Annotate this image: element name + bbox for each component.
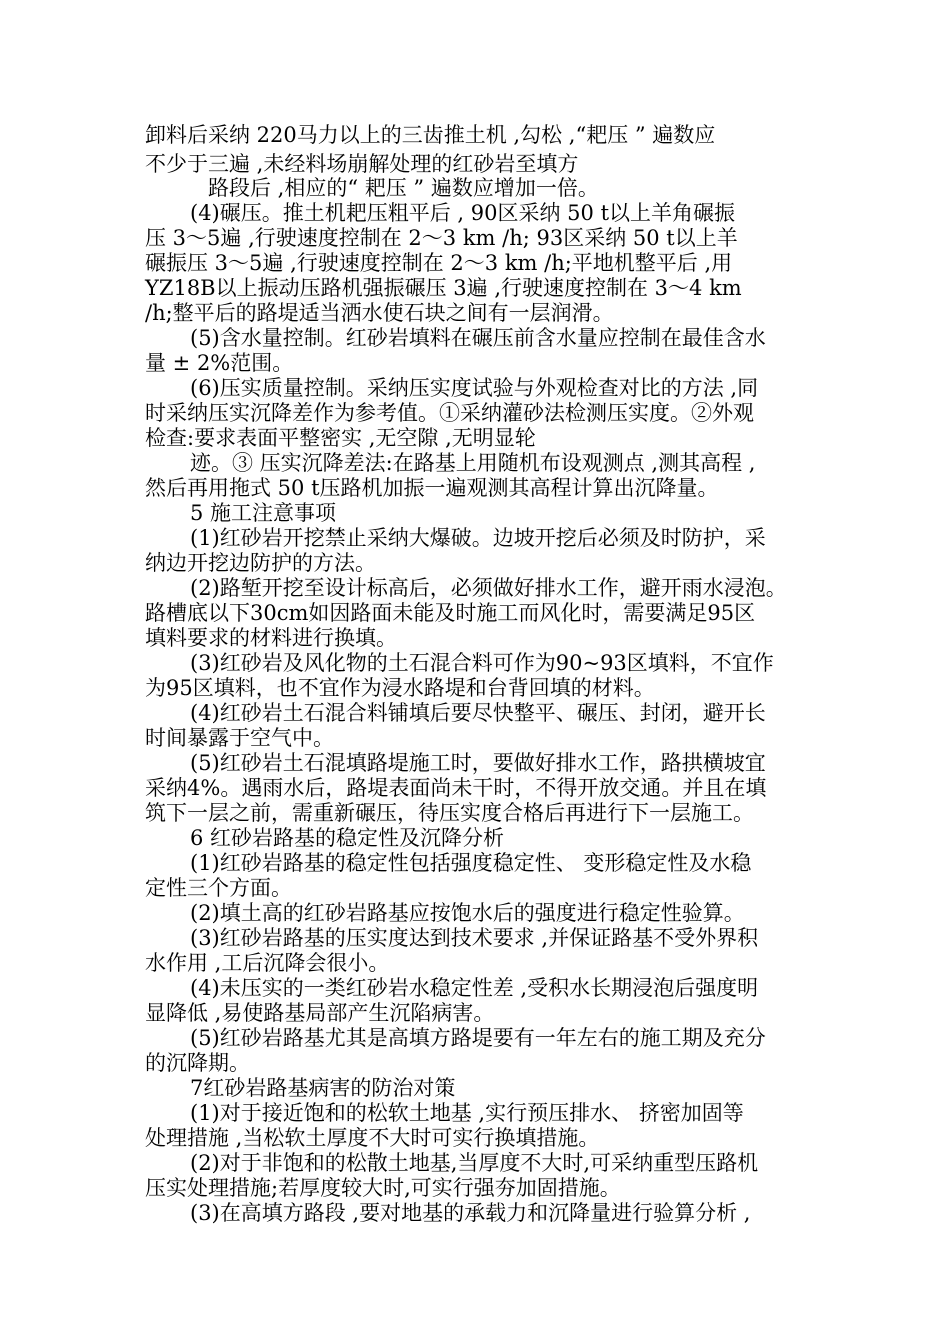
text-line: 显降低 ,易使路基局部产生沉陷病害。 [145,1001,495,1025]
text-line: (5)红砂岩土石混填路堤施工时，要做好排水工作，路拱横坡宜 [190,751,766,775]
section-heading: 7红砂岩路基病害的防治对策 [190,1076,456,1100]
text-line: 定性三个方面。 [145,876,292,900]
text-line: 然后再用拖式 50 t压路机加振一遍观测其高程计算出沉降量。 [145,476,719,500]
text-line: 卸料后采纳 220马力以上的三齿推土机 ,勾松 ,“耙压 ” 遍数应 [145,123,716,147]
text-line: (3)在高填方路段 ,要对地基的承载力和沉降量进行验算分析 , [190,1201,751,1225]
text-line: 处理措施 ,当松软土厚度不大时可实行换填措施。 [145,1126,600,1150]
text-line: 时采纳压实沉降差作为参考值。①采纳灌砂法检测压实度。②外观 [145,401,754,425]
section-heading: 6 红砂岩路基的稳定性及沉降分析 [190,826,505,850]
text-line: (5)含水量控制。红砂岩填料在碾压前含水量应控制在最佳含水 [190,326,766,350]
text-line: (6)压实质量控制。采纳压实度试验与外观检查对比的方法 ,同 [190,376,759,400]
text-line: 筑下一层之前，需重新碾压，待压实度合格后再进行下一层施工。 [145,801,754,825]
text-line: 迹。③ 压实沉降差法:在路基上用随机布设观测点 ,测其高程 , [190,451,756,475]
text-line: (1)红砂岩开挖禁止采纳大爆破。边坡开挖后必须及时防护，采 [190,526,766,550]
text-line: /h;整平后的路堤适当洒水使石块之间有一层润滑。 [145,301,614,325]
section-heading: 5 施工注意事项 [190,501,337,525]
text-line: 填料要求的材料进行换填。 [145,626,397,650]
text-line: (2)填土高的红砂岩路基应按饱水后的强度进行稳定性验算。 [190,901,745,925]
text-line: 路槽底以下30cm如因路面未能及时施工而风化时，需要满足95区 [145,601,756,625]
text-line: (4)未压实的一类红砂岩水稳定性差 ,受积水长期浸泡后强度明 [190,976,759,1000]
text-line: 压 3～5遍 ,行驶速度控制在 2～3 km /h; 93区采纳 50 t以上羊 [145,226,738,250]
text-line: 的沉降期。 [145,1051,250,1075]
text-line: (5)红砂岩路基尤其是高填方路堤要有一年左右的施工期及充分 [190,1026,766,1050]
text-line: YZ18B以上振动压路机强振碾压 3遍 ,行驶速度控制在 3～4 km [145,276,742,300]
text-line: 检查:要求表面平整密实 ,无空隙 ,无明显轮 [145,426,536,450]
text-line: (4)红砂岩土石混合料铺填后要尽快整平、碾压、封闭，避开长 [190,701,766,725]
text-line: (3)红砂岩路基的压实度达到技术要求 ,并保证路基不受外界积 [190,926,759,950]
text-line: 路段后 ,相应的“ 耙压 ” 遍数应增加一倍。 [208,176,599,200]
text-line: 水作用 ,工后沉降会很小。 [145,951,390,975]
text-line: (3)红砂岩及风化物的土石混合料可作为90~93区填料，不宜作 [190,651,774,675]
text-line: 压实处理措施;若厚度较大时,可实行强夯加固措施。 [145,1176,621,1200]
text-line: 采纳4%。遇雨水后，路堤表面尚未干时，不得开放交通。并且在填 [145,776,767,800]
text-line: (1)对于接近饱和的松软土地基 ,实行预压排水、 挤密加固等 [190,1101,744,1125]
text-line: (1)红砂岩路基的稳定性包括强度稳定性、 变形稳定性及水稳 [190,851,752,875]
text-line: 不少于三遍 ,未经料场崩解处理的红砂岩至填方 [145,152,579,176]
text-line: 碾振压 3～5遍 ,行驶速度控制在 2～3 km /h;平地机整平后 ,用 [145,251,733,275]
text-line: 量 ± 2%范围。 [145,351,294,375]
text-line: (2)对于非饱和的松散土地基,当厚度不大时,可采纳重型压路机 [190,1151,759,1175]
text-line: 时间暴露于空气中。 [145,726,334,750]
text-line: (4)碾压。推土机耙压粗平后 , 90区采纳 50 t以上羊角碾振 [190,201,736,225]
text-line: 为95区填料，也不宜作为浸水路堤和台背回填的材料。 [145,676,655,700]
text-line: (2)路堑开挖至设计标高后，必须做好排水工作，避开雨水浸泡。 [190,576,787,600]
text-line: 纳边开挖边防护的方法。 [145,551,376,575]
